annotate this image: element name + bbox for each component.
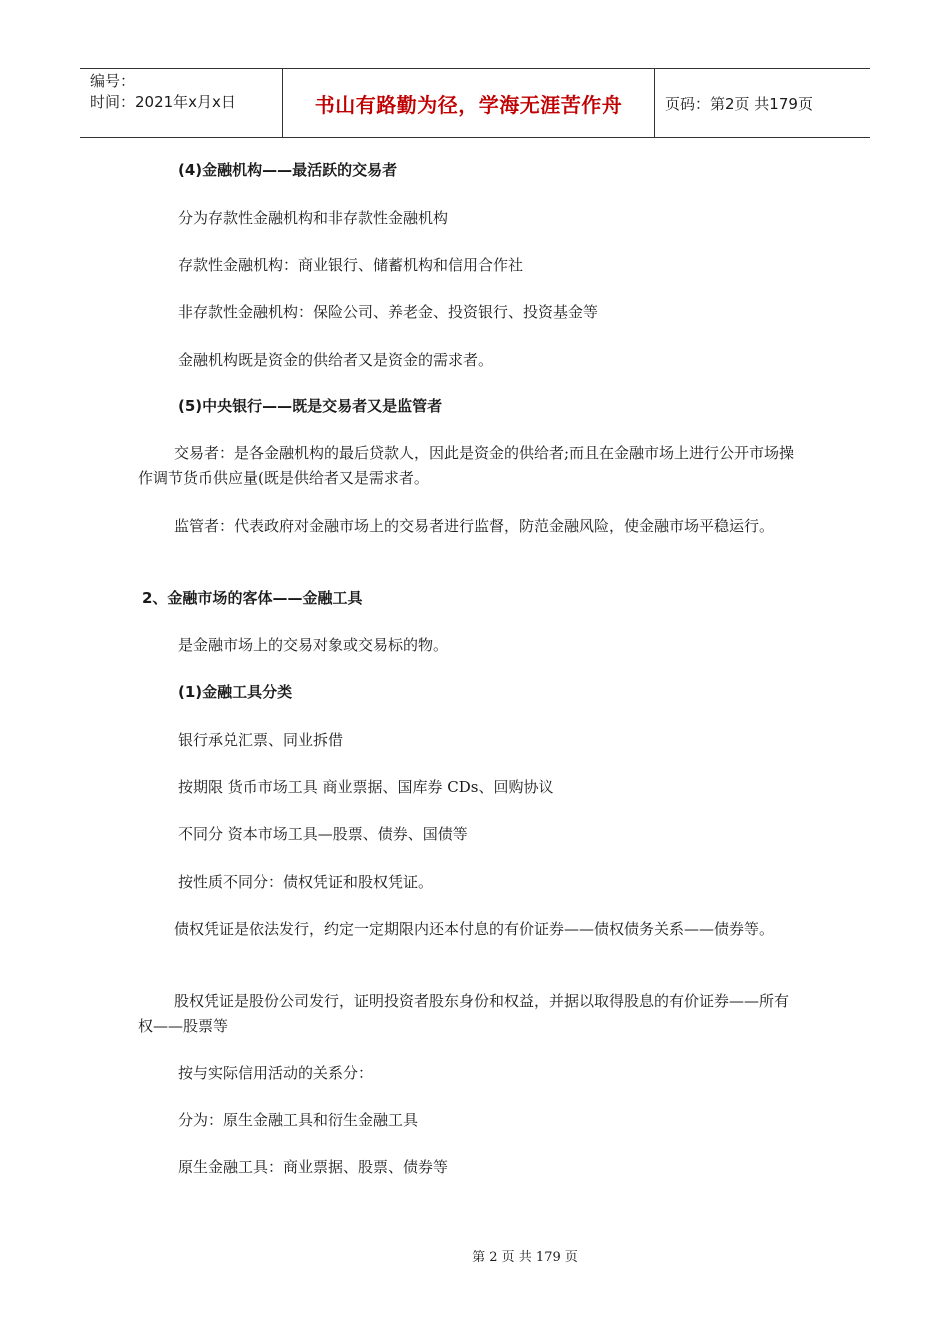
page-header: [80, 68, 870, 138]
page-footer: 第 2 页 共 179 页: [472, 1250, 578, 1265]
heading-financial-instruments: 2、金融市场的客体——金融工具: [142, 589, 363, 607]
paragraph: 按性质不同分：债权凭证和股权凭证。: [178, 873, 434, 891]
heading-instrument-classification: (1)金融工具分类: [178, 683, 293, 701]
header-left-cell: [80, 69, 282, 137]
paragraph: 金融机构既是资金的供给者又是资金的需求者。: [178, 351, 494, 369]
header-motto: 书山有路勤为径，学海无涯苦作舟: [282, 69, 655, 137]
paragraph: 原生金融工具：商业票据、股票、债券等: [178, 1158, 449, 1176]
paragraph: 是金融市场上的交易对象或交易标的物。: [178, 636, 449, 654]
paragraph: 债权凭证是依法发行，约定一定期限内还本付息的有价证券——债权债务关系——债券等。: [174, 920, 775, 938]
paragraph: 银行承兑汇票、同业拆借: [178, 731, 344, 749]
heading-financial-institutions: (4)金融机构——最活跃的交易者: [178, 161, 398, 179]
paragraph: 分为：原生金融工具和衍生金融工具: [178, 1111, 419, 1129]
paragraph: 交易者：是各金融机构的最后贷款人，因此是资金的供给者;而且在金融市场上进行公开市场操作调节货币供应量(既是供给者又是需求者。: [138, 444, 795, 487]
paragraph: 非存款性金融机构：保险公司、养老金、投资银行、投资基金等: [178, 303, 599, 321]
paragraph: 按与实际信用活动的关系分：: [178, 1064, 374, 1082]
heading-central-bank: (5)中央银行——既是交易者又是监管者: [178, 397, 443, 415]
paragraph: 按期限 货币市场工具 商业票据、国库券 CDs、回购协议: [178, 778, 554, 796]
document-number-label: 编号：: [90, 72, 136, 90]
paragraph: 不同分 资本市场工具—股票、债券、国债等: [178, 825, 468, 843]
paragraph: 分为存款性金融机构和非存款性金融机构: [178, 209, 449, 227]
paragraph: 存款性金融机构：商业银行、储蓄机构和信用合作社: [178, 256, 524, 274]
paragraph: 监管者：代表政府对金融市场上的交易者进行监督，防范金融风险，使金融市场平稳运行。: [174, 517, 775, 535]
paragraph: 股权凭证是股份公司发行，证明投资者股东身份和权益，并据以取得股息的有价证券——所有权——股票等: [138, 992, 790, 1035]
document-date-label: 时间：2021年x月x日: [90, 93, 236, 111]
header-page-label: 页码：第2页 共179页: [665, 94, 813, 113]
